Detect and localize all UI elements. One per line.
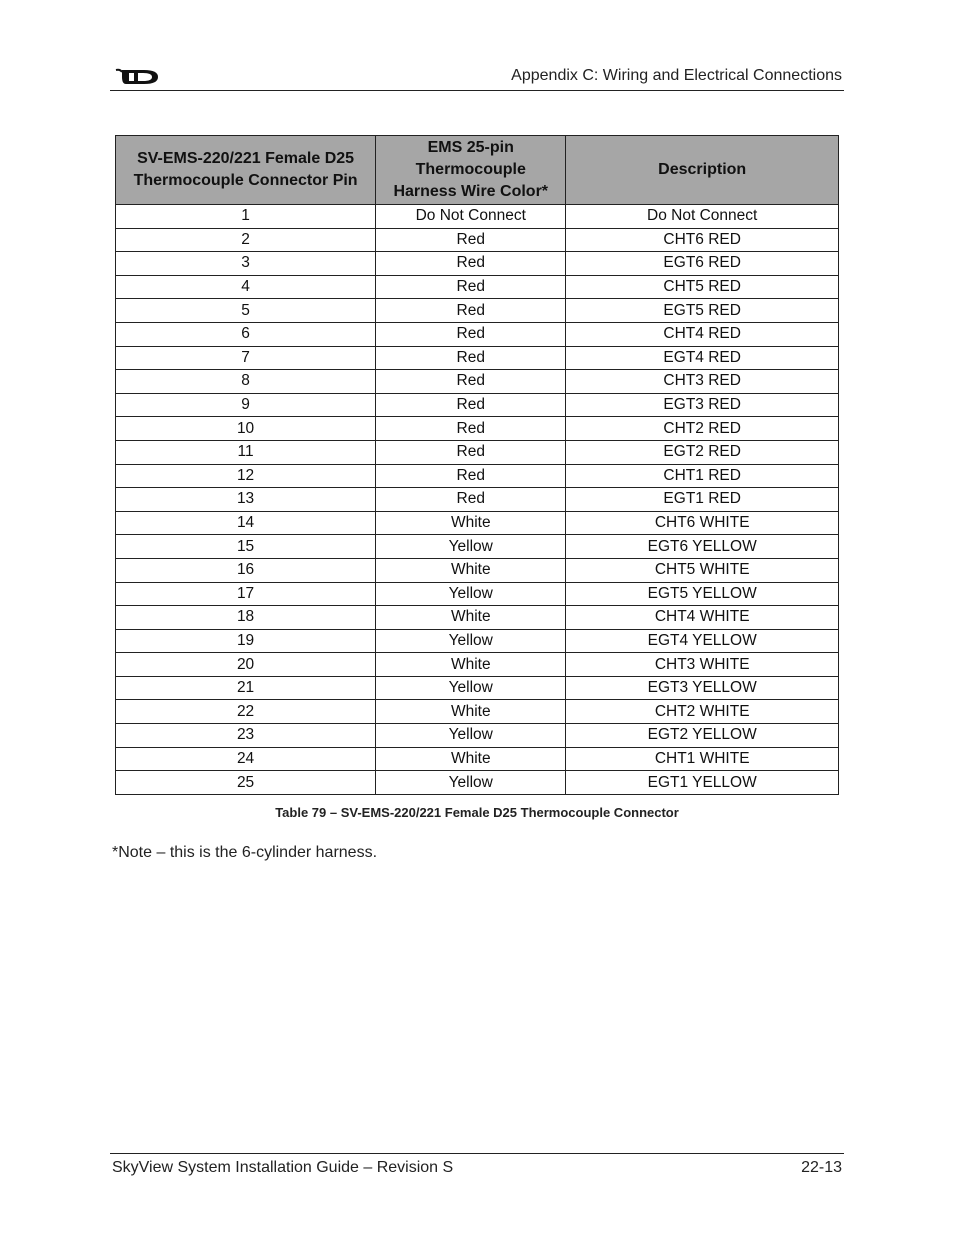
description-cell: CHT3 WHITE bbox=[566, 653, 839, 677]
footer-document-title: SkyView System Installation Guide – Revision S bbox=[112, 1159, 454, 1176]
wire-color-cell: Red bbox=[376, 252, 566, 276]
pin-cell: 19 bbox=[116, 629, 376, 653]
description-cell: EGT4 RED bbox=[566, 346, 839, 370]
table-row bbox=[116, 417, 839, 441]
table-body bbox=[116, 205, 839, 795]
column-header-pin: SV-EMS-220/221 Female D25 Thermocouple Connector Pin bbox=[116, 136, 376, 205]
pin-cell: 17 bbox=[116, 582, 376, 606]
description-cell: CHT4 WHITE bbox=[566, 606, 839, 630]
table-row bbox=[116, 511, 839, 535]
description-cell: CHT2 WHITE bbox=[566, 700, 839, 724]
table-row bbox=[116, 464, 839, 488]
wire-color-cell: Red bbox=[376, 228, 566, 252]
description-cell: EGT6 YELLOW bbox=[566, 535, 839, 559]
pin-cell: 18 bbox=[116, 606, 376, 630]
wire-color-cell: White bbox=[376, 653, 566, 677]
table-caption: Table 79 – SV-EMS-220/221 Female D25 Thermocouple Connector bbox=[275, 805, 679, 820]
description-cell: EGT3 YELLOW bbox=[566, 676, 839, 700]
table-row bbox=[116, 393, 839, 417]
table-row bbox=[116, 322, 839, 346]
table-row bbox=[116, 653, 839, 677]
pin-cell: 23 bbox=[116, 724, 376, 748]
wire-color-cell: Red bbox=[376, 370, 566, 394]
connector-pin-table bbox=[115, 135, 839, 795]
page-footer bbox=[110, 1153, 844, 1184]
wire-color-cell: White bbox=[376, 558, 566, 582]
harness-note: *Note – this is the 6-cylinder harness. bbox=[112, 844, 378, 861]
description-cell: CHT5 RED bbox=[566, 275, 839, 299]
pin-cell: 25 bbox=[116, 771, 376, 795]
wire-color-cell: White bbox=[376, 606, 566, 630]
pin-cell: 12 bbox=[116, 464, 376, 488]
header-title: Appendix C: Wiring and Electrical Connections bbox=[511, 67, 842, 84]
table-row bbox=[116, 488, 839, 512]
pin-cell: 5 bbox=[116, 299, 376, 323]
pin-cell: 16 bbox=[116, 558, 376, 582]
wire-color-cell: Red bbox=[376, 346, 566, 370]
wire-color-cell: Red bbox=[376, 299, 566, 323]
pin-cell: 3 bbox=[116, 252, 376, 276]
wire-color-cell: Red bbox=[376, 440, 566, 464]
pin-cell: 1 bbox=[116, 205, 376, 229]
pin-cell: 11 bbox=[116, 440, 376, 464]
wire-color-cell: White bbox=[376, 511, 566, 535]
pin-cell: 4 bbox=[116, 275, 376, 299]
pin-cell: 21 bbox=[116, 676, 376, 700]
table-row bbox=[116, 582, 839, 606]
table-row bbox=[116, 205, 839, 229]
table-row bbox=[116, 700, 839, 724]
description-cell: EGT3 RED bbox=[566, 393, 839, 417]
table-row bbox=[116, 299, 839, 323]
description-cell: EGT1 RED bbox=[566, 488, 839, 512]
pin-cell: 10 bbox=[116, 417, 376, 441]
wire-color-cell: Yellow bbox=[376, 771, 566, 795]
pin-cell: 7 bbox=[116, 346, 376, 370]
description-cell: EGT5 RED bbox=[566, 299, 839, 323]
pin-cell: 24 bbox=[116, 747, 376, 771]
description-cell: CHT3 RED bbox=[566, 370, 839, 394]
table-row bbox=[116, 346, 839, 370]
wire-color-cell: Yellow bbox=[376, 582, 566, 606]
table-row bbox=[116, 771, 839, 795]
wire-color-cell: White bbox=[376, 747, 566, 771]
pin-cell: 2 bbox=[116, 228, 376, 252]
wire-color-cell: Yellow bbox=[376, 676, 566, 700]
table-row bbox=[116, 440, 839, 464]
description-cell: CHT1 RED bbox=[566, 464, 839, 488]
wire-color-cell: Yellow bbox=[376, 535, 566, 559]
column-header-wire-color: EMS 25-pin Thermocouple Harness Wire Color* bbox=[376, 136, 566, 205]
description-cell: EGT4 YELLOW bbox=[566, 629, 839, 653]
table-row bbox=[116, 228, 839, 252]
pin-cell: 22 bbox=[116, 700, 376, 724]
table-row bbox=[116, 724, 839, 748]
wire-color-cell: Red bbox=[376, 393, 566, 417]
table-row bbox=[116, 252, 839, 276]
table-row bbox=[116, 676, 839, 700]
column-header-description: Description bbox=[566, 136, 839, 205]
pin-cell: 13 bbox=[116, 488, 376, 512]
wire-color-cell: Do Not Connect bbox=[376, 205, 566, 229]
description-cell: EGT6 RED bbox=[566, 252, 839, 276]
dynon-logo-icon bbox=[112, 67, 162, 87]
wire-color-cell: Red bbox=[376, 322, 566, 346]
wire-color-cell: Red bbox=[376, 275, 566, 299]
description-cell: CHT5 WHITE bbox=[566, 558, 839, 582]
table-row bbox=[116, 275, 839, 299]
wire-color-cell: White bbox=[376, 700, 566, 724]
description-cell: CHT1 WHITE bbox=[566, 747, 839, 771]
wire-color-cell: Red bbox=[376, 417, 566, 441]
description-cell: CHT6 WHITE bbox=[566, 511, 839, 535]
page-header bbox=[110, 62, 844, 91]
description-cell: EGT1 YELLOW bbox=[566, 771, 839, 795]
table-row bbox=[116, 629, 839, 653]
pin-cell: 8 bbox=[116, 370, 376, 394]
description-cell: EGT5 YELLOW bbox=[566, 582, 839, 606]
pin-cell: 6 bbox=[116, 322, 376, 346]
pin-cell: 15 bbox=[116, 535, 376, 559]
pin-cell: 20 bbox=[116, 653, 376, 677]
wire-color-cell: Red bbox=[376, 488, 566, 512]
description-cell: Do Not Connect bbox=[566, 205, 839, 229]
wire-color-cell: Yellow bbox=[376, 724, 566, 748]
pin-cell: 14 bbox=[116, 511, 376, 535]
description-cell: EGT2 RED bbox=[566, 440, 839, 464]
table-header-row bbox=[116, 136, 839, 205]
wire-color-cell: Red bbox=[376, 464, 566, 488]
table-row bbox=[116, 535, 839, 559]
pin-cell: 9 bbox=[116, 393, 376, 417]
table-row bbox=[116, 747, 839, 771]
table-row bbox=[116, 370, 839, 394]
description-cell: CHT4 RED bbox=[566, 322, 839, 346]
description-cell: CHT6 RED bbox=[566, 228, 839, 252]
description-cell: CHT2 RED bbox=[566, 417, 839, 441]
table-row bbox=[116, 606, 839, 630]
table-row bbox=[116, 558, 839, 582]
page-number: 22-13 bbox=[801, 1159, 842, 1176]
wire-color-cell: Yellow bbox=[376, 629, 566, 653]
description-cell: EGT2 YELLOW bbox=[566, 724, 839, 748]
